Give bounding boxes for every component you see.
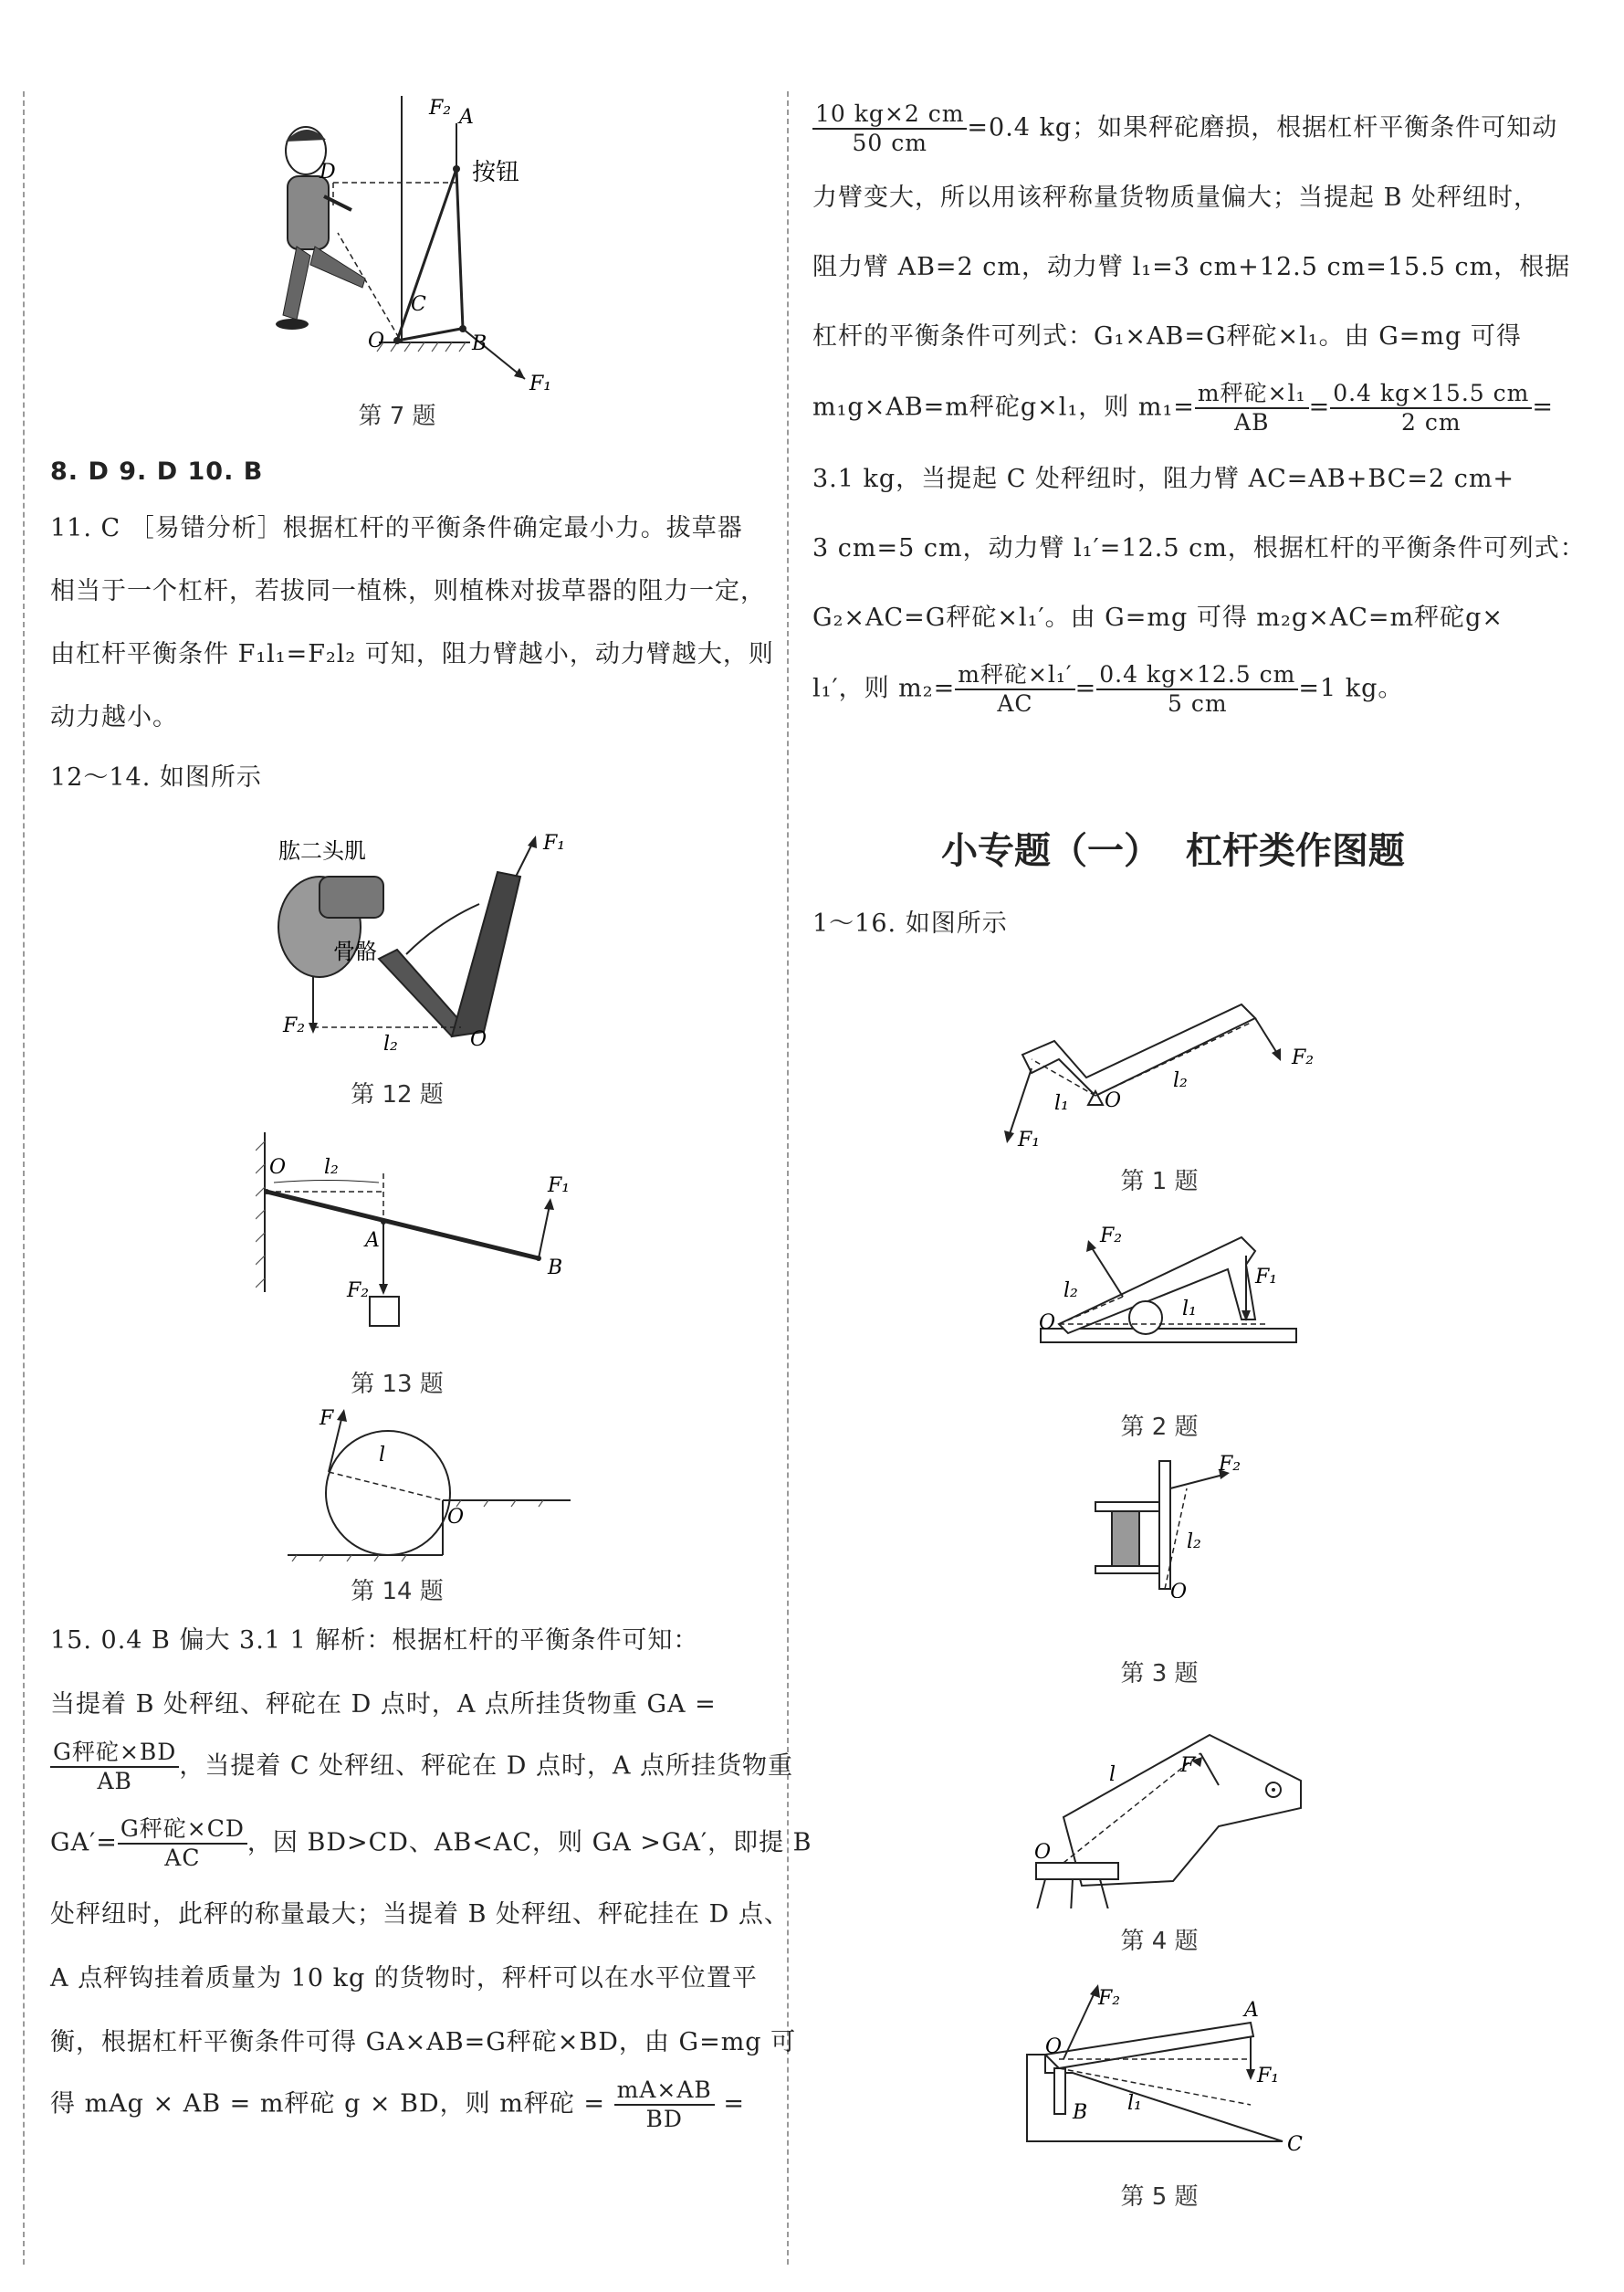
f1-label-o: O [1105,1089,1122,1112]
q15-line-3: $\frac{\text{G秤砣×BD}}{AB}$ ，当提着 C 处秤纽、秤砣在 D 点时，A 点所挂货物重 [50,1739,771,1795]
q15-block [50,1625,812,2133]
section-figure-3 [1086,1452,1269,1598]
f1-label-l2: l₂ [1173,1069,1188,1092]
f3-label-f2: F₂ [1219,1453,1242,1476]
answers-8-10: 8. D 9. D 10. B [50,457,264,486]
f5-caption: 第 5 题 [1120,2183,1199,2211]
q7-label-button: 按钮 [472,159,520,186]
f3-label-o: O [1170,1581,1188,1598]
figure-14-caption: 第 14 题 [351,1578,444,1605]
f5-label-o: O [1045,2035,1063,2058]
q15-line-8: 得 mAg × AB = m秤砣 g × BD，则 m秤砣 = $\frac{mA\times AB}{BD}$ = [50,2076,745,2132]
q11-line-4: 动力越小。 [50,703,178,731]
f1-caption: 第 1 题 [1120,1168,1199,1195]
figure-12-caption: 第 12 题 [351,1081,444,1109]
r-fraction-4: $\frac{\text{m秤砣×l₁′}}{AC}$ [955,661,1074,718]
q14-label-f: F [320,1407,334,1430]
section-figure-1 [1004,968,1333,1151]
q7-label-o: O [368,330,385,352]
f2-label-f2: F₂ [1100,1225,1123,1247]
q15-line-4: GA′= $\frac{\text{G秤砣×CD}}{AC}$ ，因 BD>CD、AB<AC，则 GA >GA′，即提 B [50,1815,812,1871]
q11-line-3: 由杠杆平衡条件 F₁l₁=F₂l₂ 可知，阻力臂越小，动力臂越大，则 [50,640,774,668]
f1-label-f1: F₁ [1018,1129,1041,1151]
r-line-1: $\frac{10 kg\times 2 cm}{50 cm}$ =0.4 kg；如果秤砣磨损，根据杠杆平衡条件可知动 [812,100,1586,157]
f3-caption: 第 3 题 [1120,1660,1199,1687]
q15-line-6: A 点秤钩挂着质量为 10 kg 的货物时，秤杆可以在水平位置平 [50,1964,758,1992]
r-line-6: 3.1 kg，当提起 C 处秤纽时，阻力臂 AC=AB+BC=2 cm+ [812,465,1515,493]
r-fraction-2: $\frac{\text{m秤砣×l₁}}{AB}$ [1195,380,1309,436]
f4-label-l: l [1109,1763,1116,1786]
q7-label-d: D [320,161,336,184]
q13-label-o: O [269,1156,287,1179]
q7-label-a: A [459,106,474,129]
center-dashed-divider [787,91,789,2265]
section-figure-2 [1032,1210,1305,1347]
f2-label-l1: l₁ [1182,1298,1197,1320]
q11-line-1: 11. C ［易错分析］根据杠杆的平衡条件确定最小力。拔草器 [50,514,743,542]
q7-label-f2: F₂ [429,97,452,120]
r-line-8: G₂×AC=G秤砣×l₁′。由 G=mg 可得 m₂g×AC=m秤砣g× [812,604,1504,632]
r-line-5: m₁g×AB=m秤砣g×l₁，则 m₁= $\frac{\text{m秤砣×l₁}}{AB}$ = $\frac{0.4 kg\times 15.5 cm}{2 cm}$ = [812,380,1554,436]
figure-12 [269,822,571,1055]
q12-14-intro: 12～14. 如图所示 [50,763,262,792]
r-line-4: 杠杆的平衡条件可列式：G₁×AB=G秤砣×l₁。由 G=mg 可得 [812,322,1522,351]
f2-label-o: O [1039,1311,1056,1334]
f5-label-f2: F₂ [1098,1987,1121,2010]
q15-line-7: 衡，根据杠杆平衡条件可得 GA×AB=G秤砣×BD，由 G=mg 可 [50,2028,797,2056]
f5-label-l1: l₁ [1127,2092,1142,2115]
figure-13-caption: 第 13 题 [351,1371,444,1398]
q13-label-a: A [365,1229,380,1252]
q13-label-f1: F₁ [548,1174,571,1197]
q15-fraction-2: $\frac{\text{G秤砣×CD}}{AC}$ [118,1815,247,1872]
r-line-2: 力臂变大，所以用该秤称量货物质量偏大；当提起 B 处秤纽时， [812,184,1540,212]
q12-label-o: O [470,1028,487,1051]
figure-14 [278,1406,589,1561]
section-figure-4 [1027,1726,1319,1908]
figure-7-caption: 第 7 题 [358,403,436,430]
f2-label-f1: F₁ [1255,1266,1278,1288]
r-line-9: l₁′，则 m₂= $\frac{\text{m秤砣×l₁′}}{AC}$ = $\frac{0.4 kg\times 12.5 cm}{5 cm}$ =1 kg。 [812,661,1404,717]
q13-label-l2: l₂ [324,1156,339,1179]
q15-line-2: 当提着 B 处秤纽、秤砣在 D 点时，A 点所挂货物重 GA = [50,1690,717,1719]
q15-line-5: 处秤纽时，此秤的称量最大；当提着 B 处秤纽、秤砣挂在 D 点、 [50,1900,790,1929]
q13-label-f2: F₂ [347,1279,370,1302]
r-line-7: 3 cm=5 cm，动力臂 l₁′=12.5 cm，根据杠杆的平衡条件可列式： [812,534,1586,562]
q11-line-2: 相当于一个杠杆，若拔同一植株，则植株对拔草器的阻力一定， [50,577,766,605]
r-fraction-3: $\frac{0.4 kg\times 15.5 cm}{2 cm}$ [1330,380,1532,436]
figure-7 [260,96,625,397]
q15-continued [812,100,1586,718]
f4-label-o: O [1034,1841,1052,1864]
figure-13 [256,1132,584,1342]
f4-caption: 第 4 题 [1120,1928,1199,1955]
f5-label-f1: F₁ [1257,2065,1280,2087]
section-figure-5 [1018,1982,1319,2155]
q12-label-muscle: 肱二头肌 [278,838,366,864]
r-fraction-5: $\frac{0.4 kg\times 12.5 cm}{5 cm}$ [1096,661,1298,718]
f3-label-l2: l₂ [1187,1530,1201,1553]
f4-label-f: F [1180,1754,1195,1777]
section-title: 小专题（一） 杠杆类作图题 [941,830,1405,872]
q15-fraction-1: $\frac{\text{G秤砣×BD}}{AB}$ [50,1739,179,1795]
f5-label-a: A [1244,1999,1259,2022]
q7-label-f1: F₁ [529,373,552,395]
q15-fraction-3: $\frac{mA\times AB}{BD}$ [614,2076,715,2133]
r-fraction-1: $\frac{10 kg\times 2 cm}{50 cm}$ [812,100,967,157]
q13-label-b: B [548,1256,563,1279]
q12-label-f1: F₁ [543,832,566,855]
r-line-3: 阻力臂 AB=2 cm，动力臂 l₁=3 cm+12.5 cm=15.5 cm，根据 [812,253,1571,281]
f1-label-l1: l₁ [1054,1092,1069,1115]
q11-block [50,513,774,733]
f2-label-l2: l₂ [1063,1279,1078,1302]
q14-label-o: O [447,1506,465,1529]
q12-label-l2: l₂ [383,1033,398,1055]
q12-label-bone: 骨骼 [333,939,377,964]
q7-label-c: C [411,293,426,316]
q7-label-b: B [472,332,487,355]
f1-label-f2: F₂ [1292,1046,1315,1069]
f2-caption: 第 2 题 [1120,1414,1199,1441]
left-column-dashed-border [23,91,25,2265]
q14-label-l: l [379,1444,386,1467]
section-intro: 1～16. 如图所示 [812,909,1008,938]
q12-label-f2: F₂ [283,1015,306,1037]
f5-label-c: C [1287,2133,1303,2155]
f5-label-b: B [1073,2101,1088,2124]
q15-line-1: 15. 0.4 B 偏大 3.1 1 解析：根据杠杆的平衡条件可知： [50,1626,699,1655]
